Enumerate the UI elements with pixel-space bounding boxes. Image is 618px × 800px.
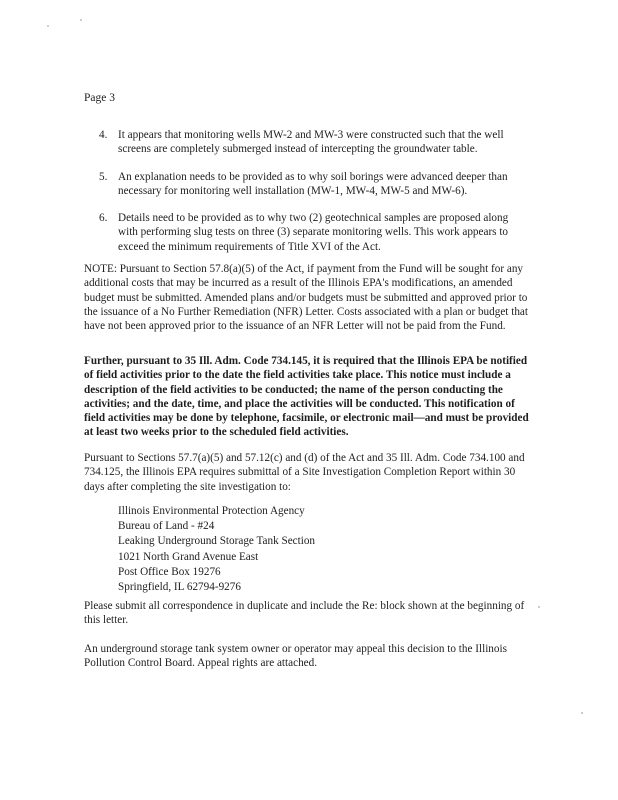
address-line: 1021 North Grand Avenue East [118, 551, 259, 563]
appeal-rights-paragraph: An underground storage tank system owner or operator may appeal this decision to the Illinois Pollution Control Board. Appeal rights are attached. [84, 643, 507, 670]
list-item-text: It appears that monitoring wells MW-2 and MW-3 were constructed such that the well screens are completely submerged instead of intercepting the groundwater table. [118, 129, 504, 156]
address-line: Springfield, IL 62794-9276 [118, 581, 241, 593]
field-activities-notice: Further, pursuant to 35 Ill. Adm. Code 734.145, it is required that the Illinois EPA be notified of field activities prior to the date the field activities take place. This notice must include a description of the field activities to be conducted; the name of the person conducting the activities; and the date, time, and place the activities will be conducted. This notification of field activities may be done by telephone, facsimile, or electronic mail—and must be provided at least two weeks prior to the scheduled field activities. [84, 355, 529, 439]
address-line: Leaking Underground Storage Tank Section [118, 535, 316, 547]
scan-speck [80, 19, 82, 21]
list-item-number: 5. [99, 171, 108, 183]
scan-speck [538, 606, 540, 608]
address-line: Post Office Box 19276 [118, 566, 221, 578]
scan-speck [47, 25, 49, 27]
list-item [99, 170, 529, 199]
list-item-number: 4. [99, 129, 108, 141]
note-paragraph: NOTE: Pursuant to Section 57.8(a)(5) of the Act, if payment from the Fund will be sought for any additional costs that may be incurred as a result of the Illinois EPA's modifications, an amended budget must be submitted. Amended plans and/or budgets must be submitted and approved prior to the issuance of a No Further Remediation (NFR) Letter. Costs associated with a plan or budget that have not been approved prior to the issuance of an NFR Letter will not be paid from the Fund. [84, 263, 528, 333]
address-line: Bureau of Land - #24 [118, 520, 215, 532]
list-item-text: Details need to be provided as to why two (2) geotechnical samples are proposed along with performing slug tests on three (3) separate monitoring wells. This work appears to exceed the minimum requirements of Title XVI of the Act. [118, 212, 509, 253]
list-item [99, 128, 529, 157]
scan-speck [581, 712, 583, 714]
submission-instructions: Please submit all correspondence in duplicate and include the Re: block shown at the beginning of this letter. [84, 600, 525, 627]
list-item [99, 211, 529, 254]
list-item-number: 6. [99, 212, 108, 224]
report-requirement-paragraph: Pursuant to Sections 57.7(a)(5) and 57.12(c) and (d) of the Act and 35 Ill. Adm. Code 734.100 and 734.125, the Illinois EPA requires submittal of a Site Investigation Completion Report within 30 days after completing the site investigation to: [84, 452, 525, 493]
address-line: Illinois Environmental Protection Agency [118, 505, 305, 517]
list-item-text: An explanation needs to be provided as to why soil borings were advanced deeper than necessary for monitoring well installation (MW-1, MW-4, MW-5 and MW-6). [118, 171, 508, 198]
page-number: Page 3 [84, 92, 115, 104]
